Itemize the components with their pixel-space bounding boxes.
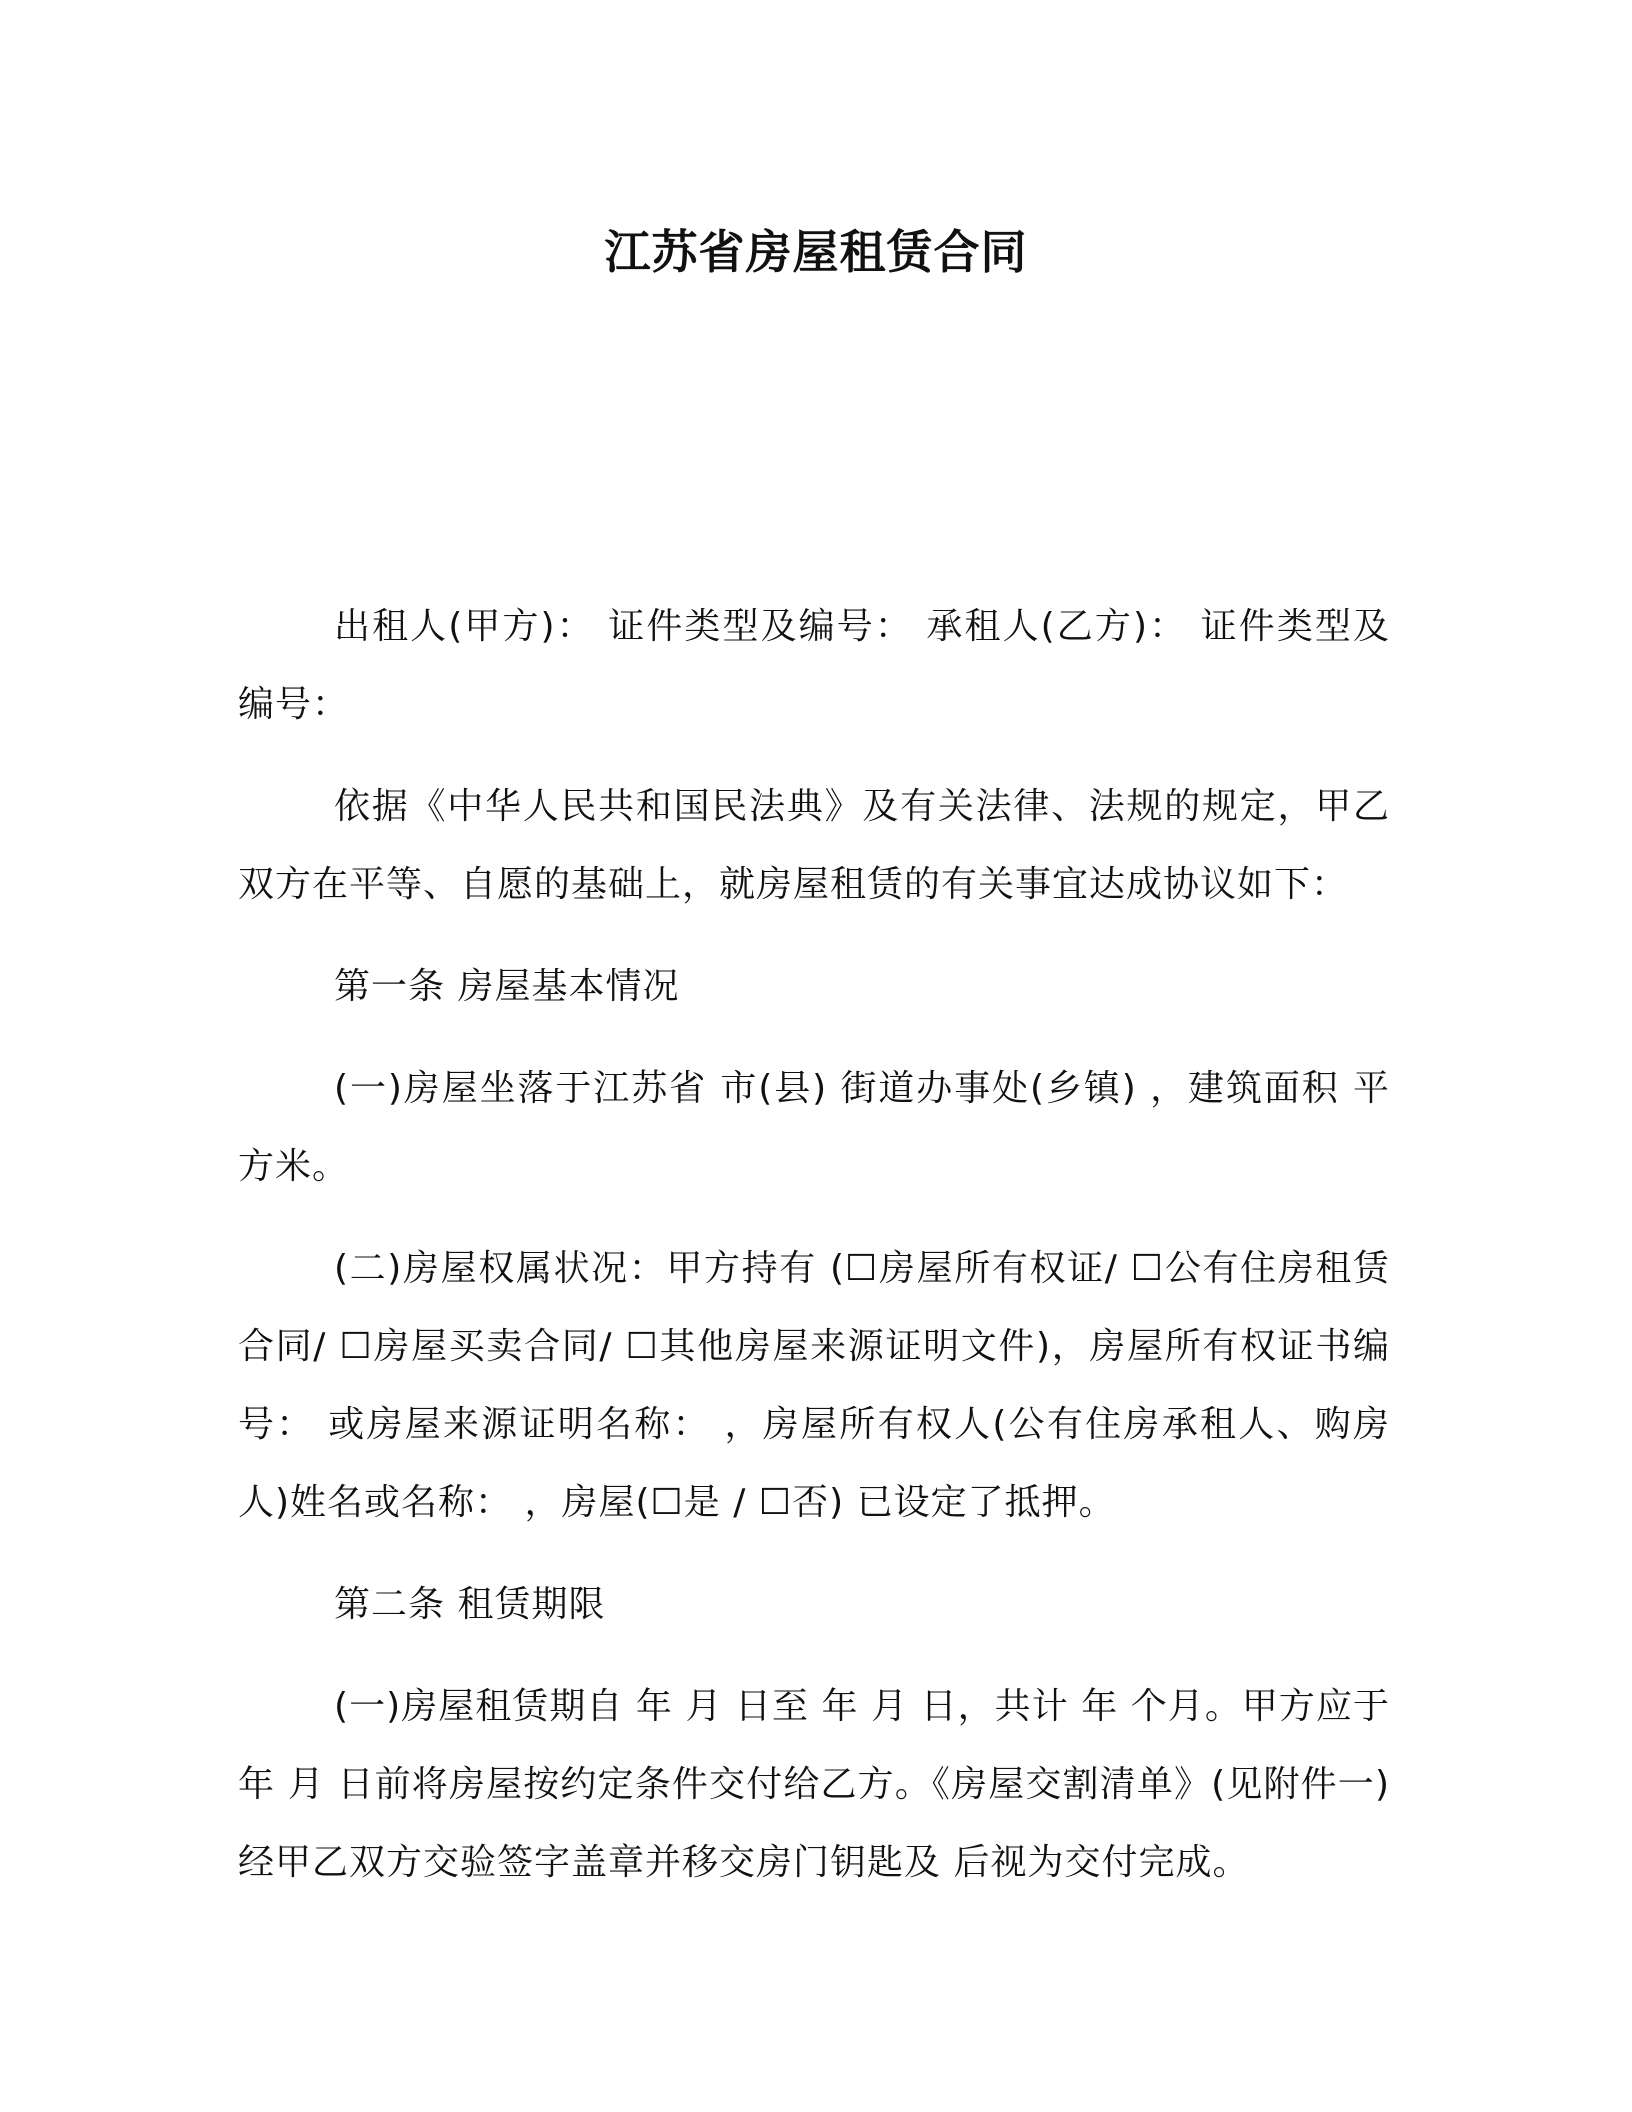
document-body <box>238 588 1390 1926</box>
parties-paragraph: 出租人(甲方)： 证件类型及编号： 承租人(乙方)： 证件类型及编号： <box>238 606 1390 725</box>
article-1-clause-1: (一)房屋坐落于江苏省 市(县) 街道办事处(乡镇) ，建筑面积 平方米。 <box>238 1068 1390 1187</box>
article-2-heading: 第二条 租赁期限 <box>334 1584 606 1625</box>
preamble-paragraph: 依据《中华人民共和国民法典》及有关法律、法规的规定，甲乙双方在平等、自愿的基础上，就房屋租赁的有关事宜达成协议如下： <box>238 786 1390 905</box>
article-1-clause-2: (二)房屋权属状况：甲方持有 (☐房屋所有权证/ ☐公有住房租赁合同/ ☐房屋买卖合同/ ☐其他房屋来源证明文件)，房屋所有权证书编号： 或房屋来源证明名称： ，房屋所有权人(公有住房承租人、购房人)姓名或名称： ，房屋(☐是 / ☐否) 已设定了抵押。 <box>238 1248 1390 1523</box>
article-2-clause-1: (一)房屋租赁期自 年 月 日至 年 月 日，共计 年 个月。甲方应于 年 月 日前将房屋按约定条件交付给乙方。《房屋交割清单》(见附件一)经甲乙双方交验签字盖章并移交房门钥匙及 后视为交付完成。 <box>238 1686 1390 1883</box>
article-1-heading: 第一条 房屋基本情况 <box>334 966 680 1007</box>
document-title: 江苏省房屋租赁合同 <box>604 225 1028 279</box>
